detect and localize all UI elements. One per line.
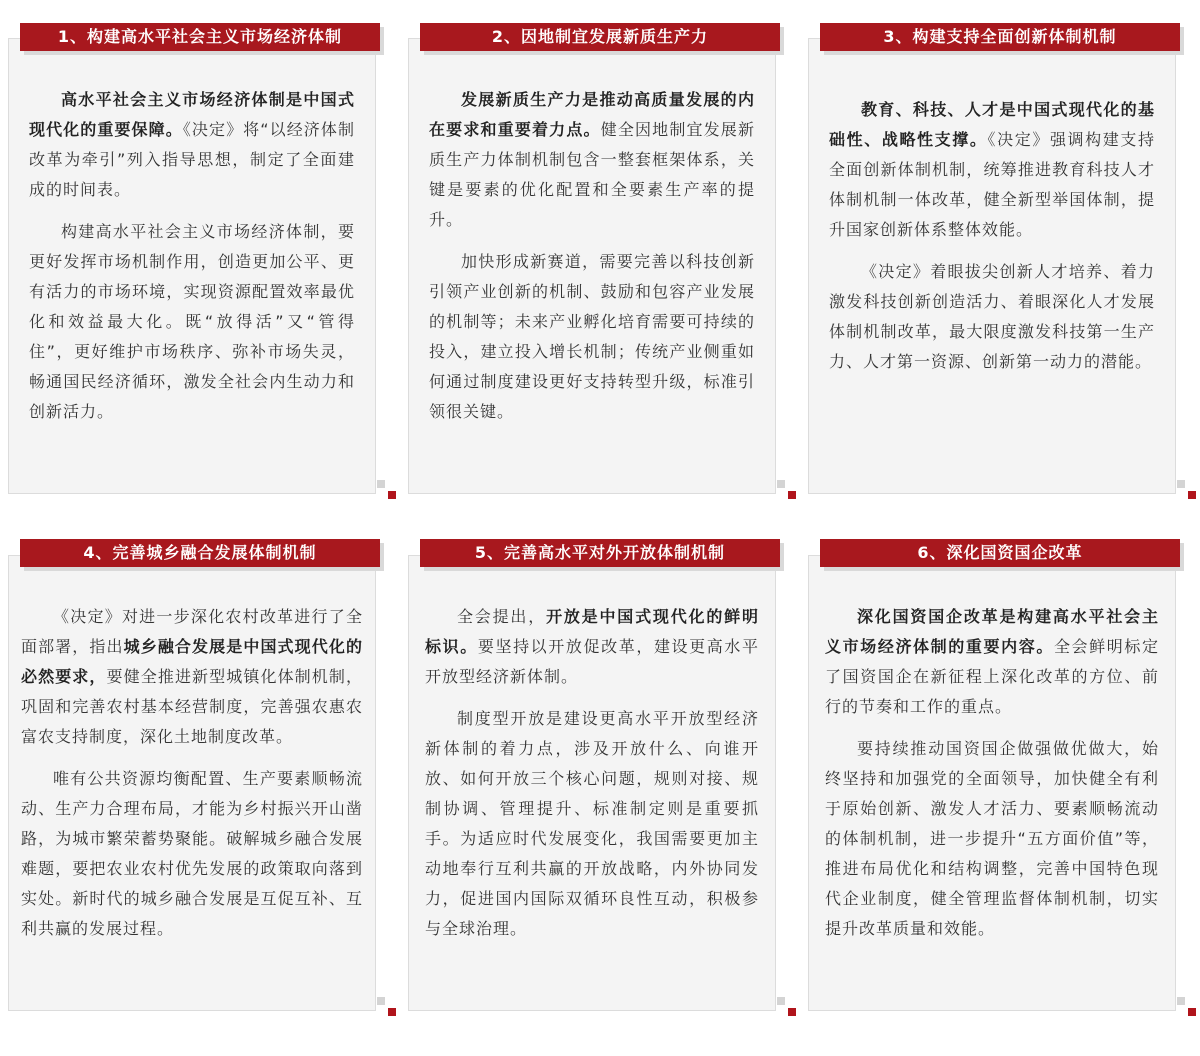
bold-lead: 城乡融合发展是中国式现代化的必然要求， [21,637,363,686]
card-title: 5、完善高水平对外开放体制机制 [420,539,780,567]
corner-gray [777,480,785,488]
paragraph-text: 健全因地制宜发展新质生产力体制机制包含一整套框架体系，关键是要素的优化配置和全要素生产率的提升。 [429,120,755,229]
bold-lead: 高水平社会主义市场经济体制是中国式现代化的重要保障。 [29,90,355,139]
card-3 [808,38,1176,494]
corner-gray [377,480,385,488]
card-title: 3、构建支持全面创新体制机制 [820,23,1180,51]
card-body [829,95,1155,389]
corner-red [388,491,396,499]
corner-gray [377,997,385,1005]
corner-red [788,491,796,499]
card-title: 6、深化国资国企改革 [820,539,1180,567]
paragraph-text: 全会提出， [457,607,547,626]
card-body [29,85,355,439]
paragraph-text: 构建高水平社会主义市场经济体制，要更好发挥市场机制作用，创造更加公平、更有活力的市场环境，实现资源配置效率最优化和效益最大化。既“放得活”又“管得住”，更好维护市场秩序、弥补市场失灵，畅通国民经济循环，激发全社会内生动力和创新活力。 [29,222,355,421]
paragraph [21,764,363,944]
card-title: 2、因地制宜发展新质生产力 [420,23,780,51]
paragraph [21,602,363,752]
paragraph [425,704,759,944]
paragraph [825,734,1159,944]
paragraph-text: 唯有公共资源均衡配置、生产要素顺畅流动、生产力合理布局，才能为乡村振兴开山凿路，为城市繁荣蓄势聚能。破解城乡融合发展难题，要把农业农村优先发展的政策取向落到实处。新时代的城乡融合发展是互促互补、互利共赢的发展过程。 [21,769,363,938]
card-body [429,85,755,439]
paragraph-text: 要健全推进新型城镇化体制机制，巩固和完善农村基本经营制度，完善强农惠农富农支持制度，深化土地制度改革。 [21,667,363,746]
paragraph-text: 《决定》着眼拔尖创新人才培养、着力激发科技创新创造活力、着眼深化人才发展体制机制改革，最大限度激发科技第一生产力、人才第一资源、创新第一动力的潜能。 [829,262,1155,371]
corner-gray [777,997,785,1005]
paragraph-text: 《决定》将“以经济体制改革为牵引”列入指导思想，制定了全面建成的时间表。 [29,120,355,199]
paragraph [429,247,755,427]
card-body [825,602,1159,956]
paragraph [829,95,1155,245]
card-body [21,602,363,956]
card-5 [408,555,776,1011]
paragraph [429,85,755,235]
paragraph [29,85,355,205]
card-6 [808,555,1176,1011]
paragraph-text: 《决定》强调构建支持全面创新体制机制，统筹推进教育科技人才体制机制一体改革，健全新型举国体制，提升国家创新体系整体效能。 [829,130,1155,239]
card-body [425,602,759,956]
corner-red [1188,1008,1196,1016]
card-title: 4、完善城乡融合发展体制机制 [20,539,380,567]
paragraph [425,602,759,692]
paragraph [829,257,1155,377]
paragraph-text: 《决定》对进一步深化农村改革进行了全面部署，指出 [21,607,363,656]
paragraph-text: 全会鲜明标定了国资国企在新征程上深化改革的方位、前行的节奏和工作的重点。 [825,637,1159,716]
bold-lead: 开放是中国式现代化的鲜明标识。 [425,607,759,656]
bold-lead: 教育、科技、人才是中国式现代化的基础性、战略性支撑。 [829,100,1155,149]
corner-red [388,1008,396,1016]
paragraph [29,217,355,427]
paragraph-text: 要坚持以开放促改革，建设更高水平开放型经济新体制。 [425,637,759,686]
card-4 [8,555,376,1011]
paragraph [825,602,1159,722]
paragraph-text: 制度型开放是建设更高水平开放型经济新体制的着力点，涉及开放什么、向谁开放、如何开放三个核心问题，规则对接、规制协调、管理提升、标准制定则是重要抓手。为适应时代发展变化，我国需要更加主动地奉行互利共赢的开放战略，内外协同发力，促进国内国际双循环良性互动，积极参与全球治理。 [425,709,759,938]
bold-lead: 深化国资国企改革是构建高水平社会主义市场经济体制的重要内容。 [825,607,1159,656]
paragraph-text: 要持续推动国资国企做强做优做大，始终坚持和加强党的全面领导，加快健全有利于原始创新、激发人才活力、要素顺畅流动的体制机制，进一步提升“五方面价值”等，推进布局优化和结构调整，完善中国特色现代企业制度，健全管理监督体制机制，切实提升改革质量和效能。 [825,739,1159,938]
corner-red [788,1008,796,1016]
corner-gray [1177,480,1185,488]
corner-red [1188,491,1196,499]
paragraph-text: 加快形成新赛道，需要完善以科技创新引领产业创新的机制、鼓励和包容产业发展的机制等；未来产业孵化培育需要可持续的投入，建立投入增长机制；传统产业侧重如何通过制度建设更好支持转型升级，标准引领很关键。 [429,252,755,421]
corner-gray [1177,997,1185,1005]
card-2 [408,38,776,494]
bold-lead: 发展新质生产力是推动高质量发展的内在要求和重要着力点。 [429,90,755,139]
card-1 [8,38,376,494]
card-title: 1、构建高水平社会主义市场经济体制 [20,23,380,51]
